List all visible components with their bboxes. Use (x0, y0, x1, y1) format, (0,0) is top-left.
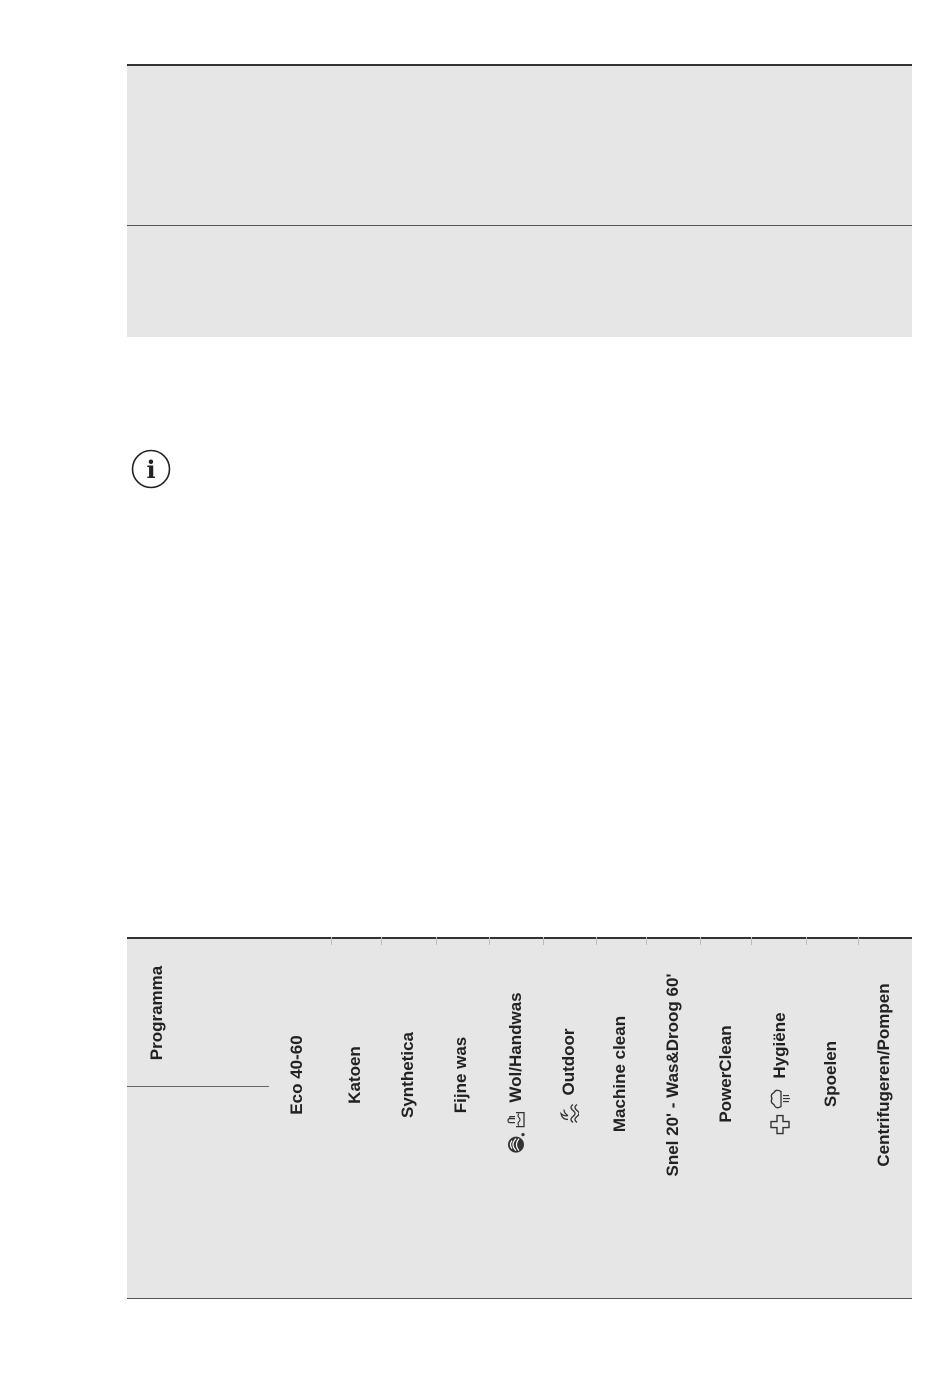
svg-text:i: i (146, 455, 156, 484)
program-label: Centrifugeren/Pompen (874, 983, 893, 1167)
wool-handwash-icon (506, 1111, 526, 1156)
program-label: Outdoor (559, 1028, 578, 1096)
program-spoelen (821, 1041, 841, 1107)
column-separator (331, 937, 332, 945)
program-label: Katoen (345, 1046, 364, 1104)
program-powerclean (716, 1025, 736, 1122)
program-label: Fijne was (451, 1036, 470, 1114)
info-icon (131, 449, 171, 489)
program-wol-handwas (506, 992, 526, 1155)
program-hygiene (769, 1012, 791, 1135)
program-label: Eco 40-60 (287, 1035, 306, 1115)
program-label: PowerClean (716, 1025, 735, 1123)
column-separator (543, 937, 544, 945)
column-separator (381, 937, 382, 945)
program-snel-20-was-droog-60 (663, 973, 683, 1176)
program-label: Wol/Handwas (506, 992, 525, 1103)
program-centrifugeren-pompen (874, 983, 894, 1166)
table-header-programma (147, 966, 167, 1060)
program-synthetica (398, 1032, 418, 1118)
outdoor-icon (559, 1104, 579, 1126)
column-separator (700, 937, 701, 945)
grey-band-top (127, 64, 912, 226)
header-label: Programma (147, 965, 166, 1061)
program-label: Hygiëne (770, 1012, 789, 1079)
program-fijne-was (451, 1037, 471, 1114)
program-machine-clean (610, 1016, 630, 1132)
program-label: Machine clean (610, 1015, 629, 1133)
info-note-panel (127, 337, 912, 853)
column-separator (751, 937, 752, 945)
column-separator (436, 937, 437, 945)
header-divider (127, 1086, 269, 1087)
program-katoen (345, 1046, 365, 1104)
program-outdoor (559, 1028, 579, 1125)
hygiene-icon (769, 1087, 791, 1136)
column-separator (596, 937, 597, 945)
program-table-row (127, 1212, 912, 1299)
program-eco-40-60 (287, 1035, 307, 1114)
column-separator (858, 937, 859, 945)
column-separator (806, 937, 807, 945)
program-label: Synthetica (398, 1032, 417, 1118)
column-separator (646, 937, 647, 945)
column-separator (489, 937, 490, 945)
program-label: Spoelen (821, 1040, 840, 1108)
program-label: Snel 20' - Was&Droog 60' (663, 973, 682, 1177)
grey-band-middle (127, 225, 912, 338)
